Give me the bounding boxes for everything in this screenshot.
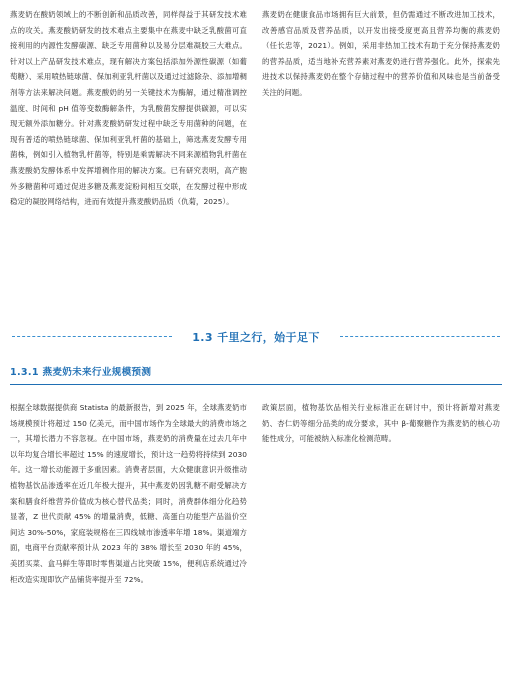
subsection-underline — [10, 384, 502, 385]
body-text: 燕麦奶在酸奶领域上的不断创新和品质改善，同样得益于其研发技术难点的攻关。燕麦酸奶研发的技术难点主要集中在燕麦中缺乏乳酸菌可直接利用的内源性发酵碳源、缺乏专用菌种以及易分层难凝胶三大难点。针对以上产品研发技术难点，现有解决方案包括添加外源性碳源（如葡萄糖）、采用喷热链球菌、保加利亚乳杆菌以及通过过滤除杂、添加增稠剂等方法来解决问题。燕麦酸奶的另一关键技术为酶解，通过精准调控温度、时间和 pH 值等变数酶解条件，为乳酸菌发酵提供碳源，可以实现无额外添加糖分。针对燕麦酸奶研发过程中缺乏专用菌种的问题，在现有普适的喷热链球菌、保加利亚乳杆菌的基础上，筛选燕麦发酵专用菌株，例如引入植物乳杆菌等，特别是乘需解决不同来源植物乳杆菌在燕麦酸奶发酵体系中发挥增稠作用的解决方案。已有研究表明，高产胞外多糖菌种可通过促进多糖及燕麦淀粉间相互交联，在发酵过程中形成稳定的凝胶网络结构，进而有效提升燕麦酸奶品质（仇菊，2025）。 — [10, 10, 247, 207]
subsection-heading — [10, 364, 502, 385]
section-title: 1.3 千里之行，始于足下 — [186, 329, 326, 345]
subsection-title: 1.3.1 燕麦奶未来行业规模预测 — [10, 367, 152, 378]
dashed-divider-right — [340, 336, 500, 337]
bottom-left-paragraph — [10, 400, 247, 587]
top-right-paragraph — [262, 7, 500, 101]
top-left-paragraph — [10, 7, 247, 210]
bottom-right-paragraph — [262, 400, 500, 447]
section-heading-band — [0, 326, 512, 348]
body-text: 根据全球数据提供商 Statista 的最新报告，到 2025 年，全球燕麦奶市场规模预计将超过 150 亿美元，而中国市场作为全球最大的消费市场之一，其增长潜力不容忽视。在中国市场，燕麦奶的消费量在过去几年中以年均复合增长率超过 15% 的速度增长，预计这一趋势将持续到 2030 年。这一增长动能源于多重因素。消费者层面，大众健康意识升级推动植物基饮品渗透率在近几年极大提升，其中燕麦奶因乳糖不耐受解决方案和膳食纤维营养价值成为核心替代品类；同时，消费群体细分化趋势显著，Z 世代贡献 45% 的增量消费，低糖、高蛋白功能型产品溢价空间达 30%-50%，家庭装规格在三四线城市渗透率年增 18%。渠道端方面，电商平台贡献率预计从 2023 年的 38% 增长至 2030 年的 45%，美团买菜、盒马鲜生等即时零售渠道占比突破 15%，便利店系统通过冷柜改造实现即饮产品铺货率提升至 72%。 — [10, 403, 247, 584]
body-text: 政策层面，植物基饮品相关行业标准正在研讨中，预计将新增对燕麦奶、杏仁奶等细分品类的成分要求，其中 β-葡聚糖作为燕麦奶的核心功能性成分，可能被纳入标准化检测范畴。 — [262, 403, 500, 444]
body-text: 燕麦奶在健康食品市场拥有巨大前景，但仍需通过不断改进加工技术，改善感官品质及营养品质，以开发出接受度更高且营养均衡的燕麦奶（任长忠等，2021）。例如，采用非热加工技术有助于充分保持燕麦奶的营养品质，适当地补充营养素对燕麦奶进行营养强化。此外，探索先进技术以保持燕麦奶在整个存储过程中的营养价值和风味也是当前备受关注的问题。 — [262, 10, 500, 97]
dashed-divider-left — [12, 336, 172, 337]
